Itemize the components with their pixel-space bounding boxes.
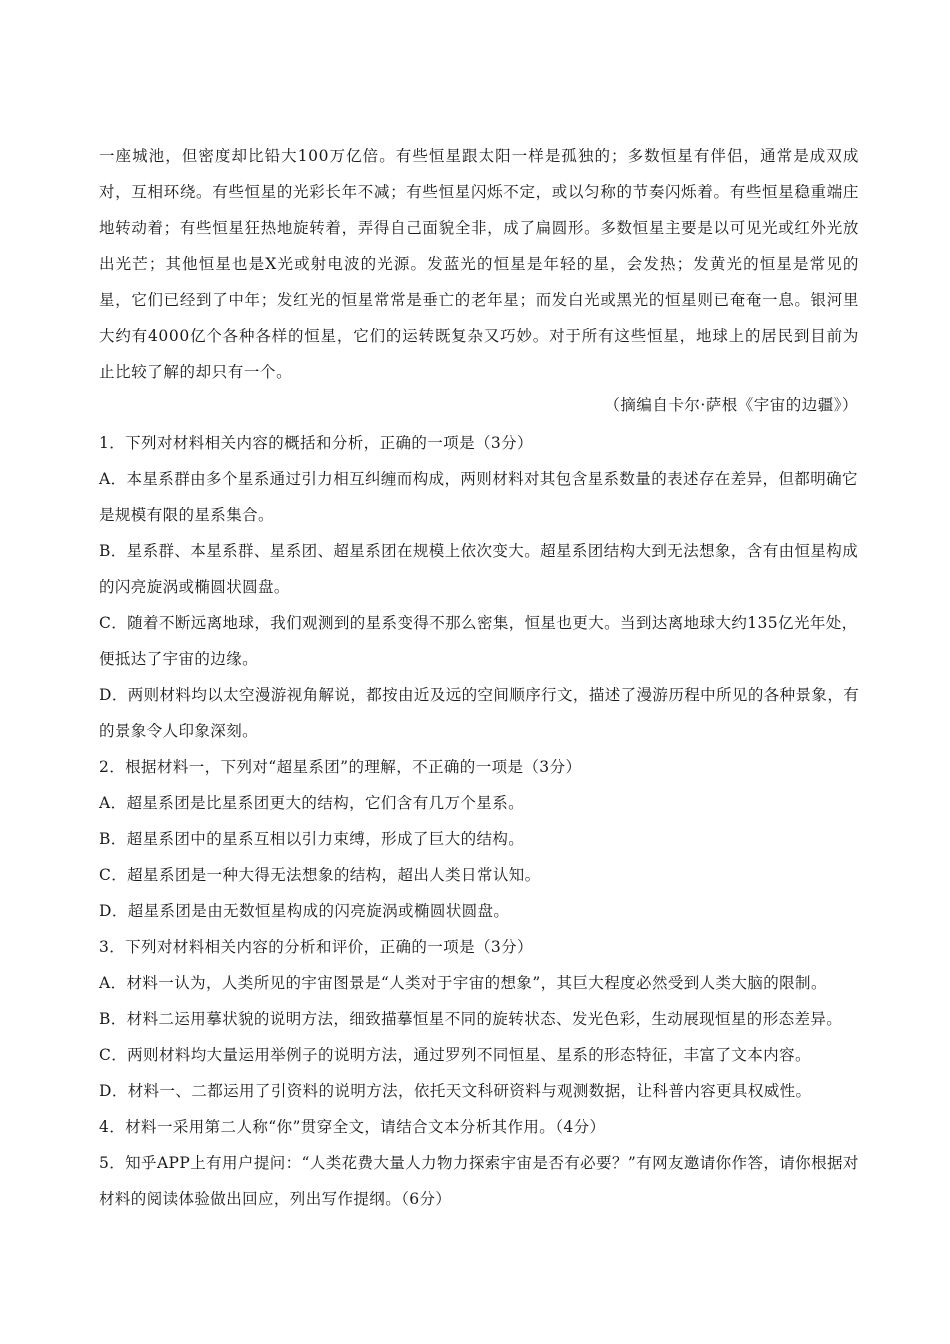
option-b: B．材料二运用摹状貌的说明方法，细致描摹恒星不同的旋转状态、发光色彩，生动展现恒星的形态差异。 xyxy=(99,1010,843,1028)
option-a: A．超星系团是比星系团更大的结构，它们含有几万个星系。 xyxy=(99,794,524,812)
question-stem: 1．下列对材料相关内容的概括和分析，正确的一项是（3分） xyxy=(99,434,533,452)
option-d: D．超星系团是由无数恒星构成的闪亮旋涡或椭圆状圆盘。 xyxy=(99,902,510,920)
option-b: B．星系群、本星系群、星系团、超星系团在规模上依次变大。超星系团结构大到无法想象，含有由恒星构成的闪亮旋涡或椭圆状圆盘。 xyxy=(99,542,859,596)
option-c: C．超星系团是一种大得无法想象的结构，超出人类日常认知。 xyxy=(99,866,541,884)
question-list xyxy=(99,425,861,1217)
question-stem: 5．知乎APP上有用户提问：“人类花费大量人力物力探索宇宙是否有必要？”有网友邀请你作答，请你根据对材料的阅读体验做出回应，列出写作提纲。（6分） xyxy=(99,1154,859,1208)
option-a: A．本星系群由多个星系通过引力相互纠缠而构成，两则材料对其包含星系数量的表述存在差异，但都明确它是规模有限的星系集合。 xyxy=(99,470,858,524)
question-stem: 4．材料一采用第二人称“你”贯穿全文，请结合文本分析其作用。（4分） xyxy=(99,1118,606,1136)
question-stem: 3．下列对材料相关内容的分析和评价，正确的一项是（3分） xyxy=(99,938,533,956)
question-5 xyxy=(99,1145,861,1217)
question-1 xyxy=(99,425,861,749)
option-b: B．超星系团中的星系互相以引力束缚，形成了巨大的结构。 xyxy=(99,830,525,848)
option-a: A．材料一认为，人类所见的宇宙图景是“人类对于宇宙的想象”，其巨大程度必然受到人类大脑的限制。 xyxy=(99,974,827,992)
question-2 xyxy=(99,749,861,929)
option-d: D．材料一、二都运用了引资料的说明方法，依托天文科研资料与观测数据，让科普内容更具权威性。 xyxy=(99,1082,812,1100)
reading-passage xyxy=(99,138,859,390)
question-stem: 2．根据材料一，下列对“超星系团”的理解，不正确的一项是（3分） xyxy=(99,758,582,776)
question-4 xyxy=(99,1109,861,1145)
option-d: D．两则材料均以太空漫游视角解说，都按由近及远的空间顺序行文，描述了漫游历程中所见的各种景象，有的景象令人印象深刻。 xyxy=(99,686,860,740)
option-c: C．两则材料均大量运用举例子的说明方法，通过罗列不同恒星、星系的形态特征，丰富了文本内容。 xyxy=(99,1046,811,1064)
passage-text: 一座城池，但密度却比铅大100万亿倍。有些恒星跟太阳一样是孤独的；多数恒星有伴侣，通常是成双成对，互相环绕。有些恒星的光彩长年不减；有些恒星闪烁不定，或以匀称的节奏闪烁着。有些恒星稳重端庄地转动着；有些恒星狂热地旋转着，弄得自己面貌全非，成了扁圆形。多数恒星主要是以可见光或红外光放出光芒；其他恒星也是X光或射电波的光源。发蓝光的恒星是年轻的星，会发热；发黄光的恒星是常见的星，它们已经到了中年；发红光的恒星常常是垂亡的老年星；而发白光或黑光的恒星则已奄奄一息。银河里大约有4000亿个各种各样的恒星，它们的运转既复杂又巧妙。对于所有这些恒星，地球上的居民到目前为止比较了解的却只有一个。 xyxy=(99,147,859,381)
passage-source: （摘编自卡尔·萨根《宇宙的边疆》） xyxy=(604,396,858,414)
question-3 xyxy=(99,929,861,1109)
option-c: C．随着不断远离地球，我们观测到的星系变得不那么密集，恒星也更大。当到达离地球大约135亿光年处，便抵达了宇宙的边缘。 xyxy=(99,614,858,668)
